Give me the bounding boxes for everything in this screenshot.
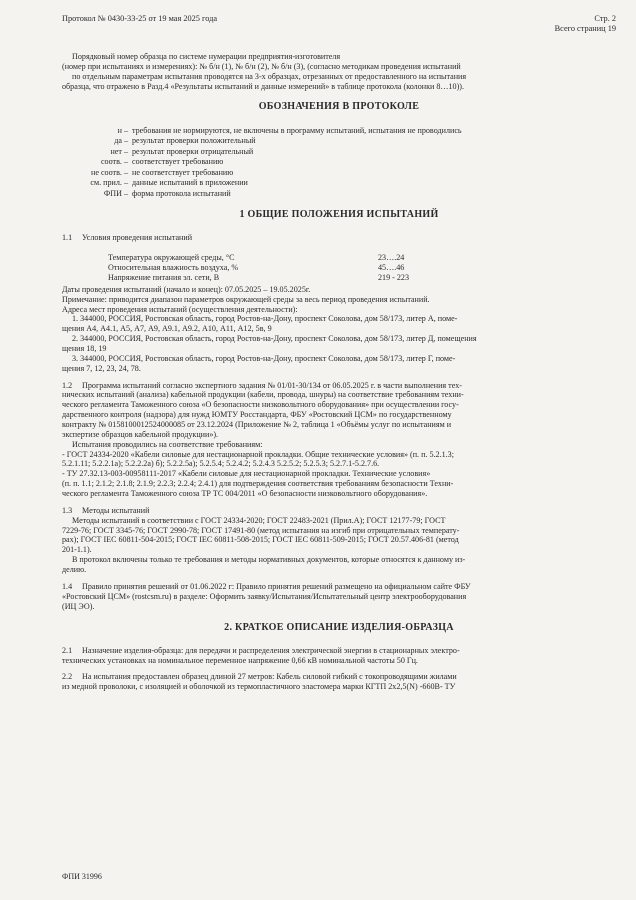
- section-2-1: [62, 646, 616, 666]
- section-number: 2.1: [62, 645, 73, 655]
- section-number: 1.1: [62, 233, 73, 243]
- abbreviation-value: соответствует требованию: [132, 157, 224, 167]
- paragraph-line: экспертизе образцов кабельной продукции»).: [62, 429, 219, 439]
- paragraph-line: ческого регламента Таможенного союза ТР ТС 004/2011 «О безопасности низковольтного оборудования».: [62, 489, 428, 499]
- abbreviation-row: [72, 157, 616, 168]
- abbreviation-value: форма протокола испытаний: [132, 188, 231, 198]
- page-header: [62, 14, 616, 52]
- condition-label: Напряжение питания эл. сети, В: [108, 273, 220, 282]
- section-1-4: [62, 582, 616, 612]
- page-footer: ФПИ 31996: [62, 872, 102, 882]
- paragraph-line: дарственного контроля (надзора) для нужд ЮМТУ Росстандарта, ФБУ «Ростовский ЦСМ» по государственному: [62, 410, 452, 420]
- abbreviation-row: [72, 147, 616, 158]
- paragraph-line: Программа испытаний согласно экспертного задания № 01/01-30/134 от 06.05.2025 г. в части выполнения тех-: [82, 380, 462, 390]
- section-number: 1.3: [62, 505, 73, 515]
- pages-total: Всего страниц 19: [554, 23, 616, 33]
- intro-line: по отдельным параметрам испытания проводятся на 3-х образцах, отрезанных от предоставленного на испытания: [72, 71, 467, 81]
- abbreviation-key: соотв. –: [100, 157, 128, 167]
- abbreviation-key: не соотв. –: [91, 167, 128, 177]
- intro-line: (номер при испытаниях и измерениях): № б/н (1), № б/н (2), № б/н (3), (согласно методикам проведения испытаний: [62, 61, 461, 71]
- page-counter: [555, 14, 616, 34]
- address-heading: Адреса мест проведения испытаний (осуществления деятельности):: [62, 304, 298, 314]
- paragraph-line: (п. п. 1.1; 2.1.2; 2.1.8; 2.1.9; 2.2.3; 2.2.4; 2.4.1) для подтверждения соответствия требованиям безопасности Техни-: [62, 479, 454, 489]
- abbreviation-value: не соответствует требованию: [132, 167, 234, 177]
- paragraph-line: 7229-76; ГОСТ 3345-76; ГОСТ 2990-78; ГОСТ 17491-80 (метод испытания на изгиб при отрицательных температу-: [62, 525, 460, 535]
- abbreviation-value: данные испытаний в приложении: [132, 178, 248, 188]
- paragraph-line: Испытания проводились на соответствие требованиям:: [72, 439, 263, 449]
- address-line: 1. 344000, РОССИЯ, Ростовская область, город Ростов-на-Дону, проспект Соколова, дом 58/173, литер А, поме-: [72, 314, 458, 324]
- abbreviation-key: ФПИ –: [103, 188, 128, 198]
- protocol-number: Протокол № 0430-33-25 от 19 мая 2025 года: [62, 14, 218, 23]
- section-number: 1.4: [62, 581, 73, 591]
- section-number: 1.2: [62, 380, 73, 390]
- page-number: Стр. 2: [594, 14, 616, 23]
- condition-label: Относительная влажность воздуха, %: [108, 263, 239, 273]
- abbreviations-list: [72, 126, 616, 200]
- section-2-2: [62, 672, 616, 692]
- section-1-3: [62, 506, 616, 575]
- paragraph-line: В протокол включены только те требования и методы нормативных документов, которые относятся к данному из-: [72, 555, 466, 565]
- abbreviation-key: да –: [114, 136, 128, 146]
- address-line: 3. 344000, РОССИЯ, Ростовская область, город Ростов-на-Дону, проспект Соколова, дом 58/173, литер Г, поме-: [72, 353, 456, 363]
- paragraph-line: ческого регламента Таможенного союза «О безопасности низковольтного оборудования» при осуществлении госу-: [62, 400, 459, 410]
- abbreviation-row: [72, 168, 616, 179]
- address-line: щения 18, 19: [62, 344, 107, 354]
- paragraph-line: Методы испытаний в соответствии с ГОСТ 24334-2020; ГОСТ 22483-2021 (Прил.А); ГОСТ 12177-79; ГОСТ: [72, 515, 446, 525]
- abbreviation-key: нет –: [110, 146, 128, 156]
- paragraph-line: из медной проволоки, с изоляцией и оболочкой из термопластичного эластомера марки КГТП 2х2,5(N) -660В- ТУ: [62, 682, 456, 692]
- condition-value: 45….46: [378, 263, 405, 273]
- address-line: щения А4, А4.1, А5, А7, А9, А9.1, А9.2, А10, А11, А12, 5в, 9: [62, 324, 272, 334]
- abbreviation-row: [72, 136, 616, 147]
- abbreviation-value: результат проверки положительный: [132, 136, 256, 146]
- paragraph-line: контракту № 0158100012524000085 от 23.12.2024 (Приложение № 2, таблица 1 «Объёмы услуг по испытаниям и: [62, 420, 452, 430]
- paragraph-line: технических установках на номинальное переменное напряжение 0,66 кВ номинальной частоты 50 Гц.: [62, 655, 418, 665]
- paragraph-line: - ТУ 27.32.13-003-00958111-2017 «Кабели силовые для нестационарной прокладки. Технические условия»: [62, 469, 431, 479]
- condition-row: [108, 273, 616, 283]
- section-2-title: 2. КРАТКОЕ ОПИСАНИЕ ИЗДЕЛИЯ-ОБРАЗЦА: [224, 621, 454, 633]
- conditions-table: [108, 253, 616, 283]
- abbreviation-row: [72, 126, 616, 137]
- paragraph-line: рах); ГОСТ IEC 60811-504-2015; ГОСТ IEC 60811-508-2015; ГОСТ IEC 60811-509-2015; ГОСТ 20.57.406-81 (метод: [62, 535, 459, 545]
- paragraph-line: - ГОСТ 24334-2020 «Кабели силовые для нестационарной прокладки. Общие технические условия» (п. п. 5.2.1.3;: [62, 449, 454, 459]
- intro-paragraph: [62, 52, 616, 91]
- paragraph-line: нических испытаний (анализа) кабельной продукции (кабели, провода, шнуры) на соответствие требованиям техни-: [62, 390, 464, 400]
- paragraph-line: делию.: [62, 565, 87, 575]
- abbreviation-key: н –: [117, 125, 128, 135]
- section-number: 2.2: [62, 672, 73, 682]
- section-1-1: [62, 233, 616, 373]
- paragraph-line: 5.2.1.11; 5.2.2.1а); 5.2.2.2а) б); 5.2.2.5а); 5.2.5.4; 5.2.4.2; 5.2.4.3 5.2.5.2; 5.2.5.3; 5.2.7.1-5.2.7.6.: [62, 459, 380, 469]
- paragraph-line: Назначение изделия-образца: для передачи и распределения электрической энергии в стационарных электро-: [82, 645, 460, 655]
- abbreviation-row: [72, 189, 616, 200]
- paragraph-line: Правило принятия решений от 01.06.2022 г: Правило принятия решений размещено на официальном сайте ФБУ: [82, 581, 471, 591]
- section-heading: Методы испытаний: [82, 505, 150, 515]
- address-line: 2. 344000, РОССИЯ, Ростовская область, город Ростов-на-Дону, проспект Соколова, дом 58/173, литер Д, помещения: [72, 334, 477, 344]
- section-1-2: [62, 381, 616, 499]
- condition-row: [108, 263, 616, 273]
- paragraph-line: 201-1.1).: [62, 545, 92, 555]
- section-heading: Условия проведения испытаний: [82, 233, 193, 243]
- condition-value: 219 - 223: [378, 273, 410, 282]
- abbreviation-key: см. прил. –: [90, 178, 128, 188]
- paragraph-line: На испытания предоставлен образец длиной 27 метров: Кабель силовой гибкий с токопроводящими жилами: [82, 672, 457, 682]
- abbreviation-value: требования не нормируются, не включены в программу испытаний, испытания не проводились: [132, 125, 462, 135]
- abbreviation-value: результат проверки отрицательный: [132, 146, 254, 156]
- section-1-title: 1 ОБЩИЕ ПОЛОЖЕНИЯ ИСПЫТАНИЙ: [239, 209, 439, 221]
- condition-value: 23….24: [378, 253, 405, 263]
- intro-line: Порядковый номер образца по системе нумерации предприятия-изготовителя: [72, 52, 341, 61]
- address-line: щения 7, 12, 23, 24, 78.: [62, 363, 141, 373]
- abbreviation-row: [72, 178, 616, 189]
- paragraph-line: (ИЦ ЭО).: [62, 601, 95, 611]
- condition-row: [108, 253, 616, 263]
- note-text: Примечание: приводится диапазон параметров окружающей среды за весь период проведения испытаний.: [62, 294, 430, 304]
- test-dates: Даты проведения испытаний (начало и конец): 07.05.2025 – 19.05.2025г.: [62, 284, 311, 294]
- condition-label: Температура окружающей среды, °С: [108, 253, 235, 263]
- abbreviations-title: ОБОЗНАЧЕНИЯ В ПРОТОКОЛЕ: [258, 101, 420, 113]
- paragraph-line: «Ростовский ЦСМ» (rostcsm.ru) в разделе: Оформить заявку/Испытания/Испытательный центр электрооборудования: [62, 591, 467, 601]
- intro-line: образца, что отражено в Разд.4 «Результаты испытаний и данные измерений» в таблице протокола (колонки 8…10)).: [62, 81, 465, 91]
